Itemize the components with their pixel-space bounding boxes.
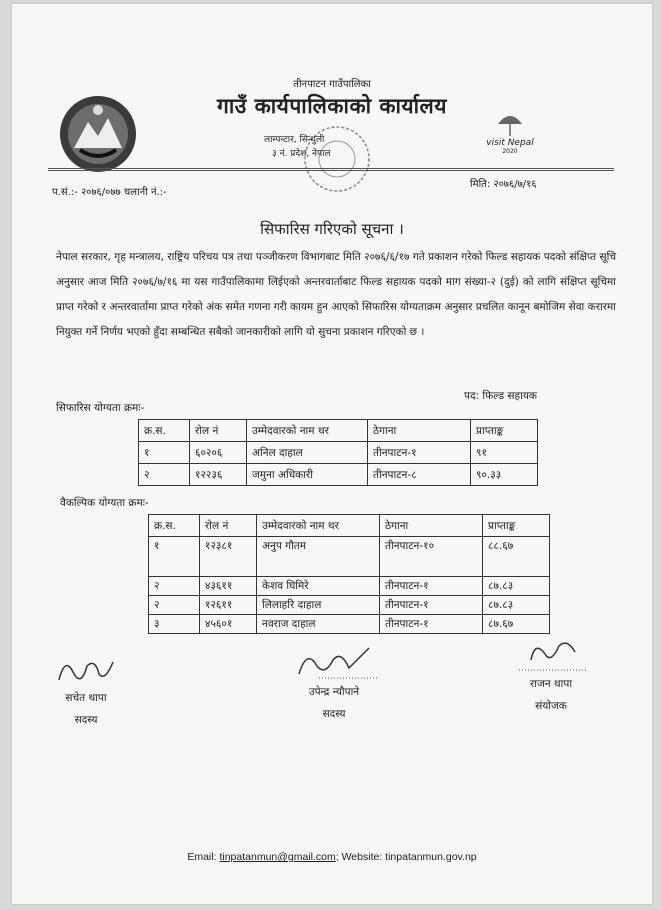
cell-address: तीनपाटन-८ [368,464,471,486]
col-roll: रोल नं [190,420,247,442]
footer-contact [12,851,652,863]
cell-name: जमुना अधिकारी [247,464,368,486]
cell-roll: ४५६०१ [200,615,257,634]
cell-name: लिलाहरि दाहाल [257,596,380,615]
cell-serial: ३ [149,615,200,634]
handwritten-signature [51,652,121,688]
cell-roll: ६०२०६ [190,442,247,464]
col-score: प्राप्ताङ्क [483,515,550,537]
table-row [139,464,538,486]
table-row [139,442,538,464]
col-roll: रोल नं [200,515,257,537]
visit-nepal-year: 2020 [502,148,518,155]
cell-name: अनुप गौतम [257,537,380,577]
signer-name: उपेन्द्र न्यौपाने [308,686,360,698]
alternate-table [148,514,550,634]
cell-roll: १२३८१ [200,537,257,577]
cell-serial: २ [149,596,200,615]
signature-block-2 [284,640,384,721]
signer-role: संयोजक [535,700,567,712]
cell-serial: २ [139,464,190,486]
signer-role: सदस्य [74,714,98,726]
signature-block-1 [46,652,126,727]
col-name: उम्मेदवारको नाम थर [257,515,380,537]
cell-name: केशव घिमिरे [257,577,380,596]
cell-address: तीनपाटन-१ [368,442,471,464]
recommended-label: सिफारिस योग्यता क्रमः- [56,402,145,414]
table-row [149,577,550,596]
header-rule [48,168,614,169]
signer-name: सचेत थापा [65,692,107,704]
handwritten-signature [289,640,379,682]
table-header-row [149,515,550,537]
address-line-2: ३ नं. प्रदेश, नेपाल [272,149,331,159]
col-address: ठेगाना [380,515,483,537]
visit-nepal-logo [480,108,540,160]
cell-score: ९०.३३ [471,464,538,486]
col-address: ठेगाना [368,420,471,442]
visit-nepal-text: visit Nepal [486,138,534,148]
email-link[interactable]: tinpatanmun@gmail.com [219,851,336,863]
recommended-table [138,419,538,486]
cell-name: नवराज दाहाल [257,615,380,634]
table-row [149,596,550,615]
col-name: उम्मेदवारको नाम थर [247,420,368,442]
signer-name: राजन थापा [529,678,573,690]
email-label: Email: [187,851,217,863]
cell-score: ८८.६७ [483,537,550,577]
notice-title: सिफारिस गरिएको सूचना । [260,220,404,238]
org-name: तीनपाटन गाउँपालिका [293,79,371,90]
address-line-1: लाम्पन्टार, सिन्धुली [264,135,325,145]
document-page [12,4,652,904]
signer-role: सदस्य [322,708,346,720]
col-serial: क्र.स. [149,515,200,537]
office-name: गाउँ कार्यपालिकाको कार्यालय [217,94,447,118]
cell-score: ८७.८३ [483,577,550,596]
document-date: मिति: २०७६/७/१६ [470,179,537,190]
website-label: ; Website: [335,851,383,863]
cell-address: तीनपाटन-१ [380,577,483,596]
handwritten-signature [511,634,591,674]
cell-address: तीनपाटन-१० [380,537,483,577]
col-serial: क्र.स. [139,420,190,442]
alternate-label: वैकल्पिक योग्यता क्रमः- [60,497,149,509]
cell-name: अनिल दाहाल [247,442,368,464]
table-row [149,537,550,577]
header-rule-2 [48,170,614,171]
cell-address: तीनपाटन-१ [380,615,483,634]
reference-number: प.सं.:- २०७६/०७७ चलानी नं.:- [52,187,167,198]
cell-score: ८७.६७ [483,615,550,634]
signature-block-3 [506,634,596,713]
cell-roll: ४३६११ [200,577,257,596]
cell-score: ९१ [471,442,538,464]
cell-serial: १ [149,537,200,577]
cell-roll: १२२३६ [190,464,247,486]
cell-roll: १२६११ [200,596,257,615]
cell-address: तीनपाटन-१ [380,596,483,615]
cell-serial: १ [139,442,190,464]
cell-score: ८७.८३ [483,596,550,615]
cell-serial: २ [149,577,200,596]
notice-body: नेपाल सरकार, गृह मन्त्रालय, राष्ट्रिय परिचय पत्र तथा पञ्जीकरण विभागबाट मिति २०७६/६/१७ गते प्रकाशन गरेको फिल्ड सहायक पदको संक्षिप्त सूचि अनुसार आज मिति २०७६/७/१६ मा यस गाउँपालिकामा लिईएको अन्तरवार्ताबाट फिल्ड सहायक पदको माग संख्या-२ (दुई) को लागि संक्षिप्त सूचिमा प्राप्त गरेको र अन्तरवार्तामा प्राप्त गरेको अंक समेत गणना गरी कायम हुन आएको सिफारिस योग्यताक्रम अनुसार प्रचलित कानून बमोजिम सेवा करारमा नियुक्त गर्ने निर्णय भएको हुँदा सम्बन्धित सबैको जानकारीको लागि यो सुचना प्रकाशन गरिएको छ । [56,251,616,338]
umbrella-icon [480,108,540,138]
col-score: प्राप्ताङ्क [471,420,538,442]
post-name: पद: फिल्ड सहायक [464,390,537,402]
table-header-row [139,420,538,442]
table-row [149,615,550,634]
website-link[interactable]: tinpatanmun.gov.np [385,851,477,863]
